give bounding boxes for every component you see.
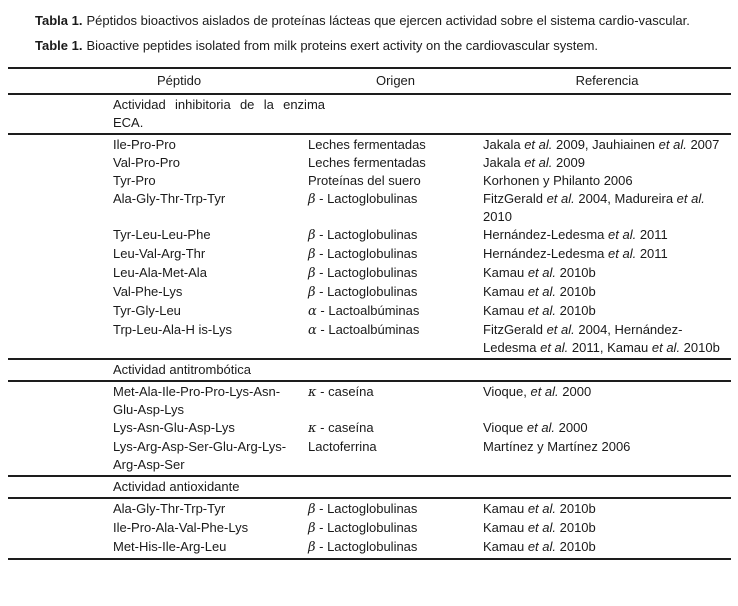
- table-row: [8, 419, 731, 438]
- table-row: [8, 245, 731, 264]
- origin-cell: β - Lactoglobulinas: [308, 501, 418, 517]
- peptide-cell: Val-Phe-Lys: [113, 284, 183, 299]
- caption-spanish-label: Tabla 1.: [35, 13, 83, 28]
- peptide-cell: Met-His-Ile-Arg-Leu: [113, 539, 227, 554]
- section-title-text: Actividad antitrombótica: [113, 362, 252, 377]
- horizontal-rule: [8, 558, 731, 560]
- table-row: [8, 519, 731, 538]
- caption-spanish: [35, 11, 711, 30]
- origin-cell: κ - caseína: [308, 384, 374, 400]
- origin-cell: Lactoferrina: [308, 439, 377, 454]
- origin-cell: β - Lactoglobulinas: [308, 284, 418, 300]
- peptide-cell: Val-Pro-Pro: [113, 155, 180, 170]
- section-title-row: [8, 95, 731, 133]
- column-header-origen: Origen: [375, 73, 416, 88]
- reference-cell: Martínez y Martínez 2006: [483, 439, 631, 454]
- origin-cell: Leches fermentadas: [308, 137, 426, 152]
- section-rows: [8, 135, 731, 358]
- peptide-cell: Leu-Val-Arg-Thr: [113, 246, 206, 261]
- section-rows: [8, 499, 731, 558]
- table-row: [8, 226, 731, 245]
- origin-cell: β - Lactoglobulinas: [308, 191, 418, 207]
- reference-cell: Jakala et al. 2009, Jauhiainen et al. 2007: [483, 137, 720, 152]
- peptide-cell: Tyr-Gly-Leu: [113, 303, 181, 318]
- peptide-cell: Tyr-Leu-Leu-Phe: [113, 227, 211, 242]
- origin-cell: β - Lactoglobulinas: [308, 520, 418, 536]
- reference-cell: Vioque et al. 2000: [483, 420, 588, 435]
- origin-cell: Leches fermentadas: [308, 155, 426, 170]
- caption-english: [35, 36, 711, 55]
- origin-cell: Proteínas del suero: [308, 173, 421, 188]
- column-header-referencia: Referencia: [575, 73, 639, 88]
- peptide-cell: Ile-Pro-Pro: [113, 137, 176, 152]
- peptide-cell: Leu-Ala-Met-Ala: [113, 265, 207, 280]
- peptide-cell: Ala-Gly-Thr-Trp-Tyr: [113, 191, 226, 206]
- origin-cell: α - Lactoalbúminas: [308, 322, 420, 338]
- table-row: [8, 172, 731, 190]
- reference-cell: Jakala et al. 2009: [483, 155, 585, 170]
- origin-cell: β - Lactoglobulinas: [308, 246, 418, 262]
- reference-cell: Kamau et al. 2010b: [483, 265, 596, 280]
- origin-cell: κ - caseína: [308, 420, 374, 436]
- table-header-row: [8, 69, 731, 93]
- reference-cell: Kamau et al. 2010b: [483, 539, 596, 554]
- table-row: [8, 154, 731, 172]
- peptide-cell: Ala-Gly-Thr-Trp-Tyr: [113, 501, 226, 516]
- table-captions: [0, 0, 711, 67]
- reference-cell: Kamau et al. 2010b: [483, 303, 596, 318]
- table-row: [8, 136, 731, 154]
- origin-cell: β - Lactoglobulinas: [308, 539, 418, 555]
- caption-spanish-text: Péptidos bioactivos aislados de proteínas lácteas que ejercen actividad sobre el sistema cardio-vascular.: [86, 13, 690, 28]
- caption-english-label: Table 1.: [35, 38, 83, 53]
- origin-cell: β - Lactoglobulinas: [308, 227, 418, 243]
- column-header-peptido: Péptido: [156, 73, 202, 88]
- table-row: [8, 283, 731, 302]
- origin-cell: α - Lactoalbúminas: [308, 303, 420, 319]
- table-row: [8, 264, 731, 283]
- reference-cell: Kamau et al. 2010b: [483, 520, 596, 535]
- section-title-text: Actividad antioxidante: [113, 479, 240, 494]
- reference-cell: Hernández-Ledesma et al. 2011: [483, 227, 668, 242]
- peptide-cell: Trp-Leu-Ala-H is-Lys: [113, 322, 232, 337]
- table-row: [8, 538, 731, 557]
- section-title-text: Actividad inhibitoria de la enzima ECA.: [113, 97, 325, 130]
- peptides-table: [8, 67, 731, 560]
- reference-cell: Kamau et al. 2010b: [483, 284, 596, 299]
- table-row: [8, 302, 731, 321]
- table-row: [8, 500, 731, 519]
- reference-cell: FitzGerald et al. 2004, Madureira et al. 2010: [483, 191, 705, 224]
- table-row: [8, 438, 731, 474]
- reference-cell: Hernández-Ledesma et al. 2011: [483, 246, 668, 261]
- peptide-cell: Lys-Asn-Glu-Asp-Lys: [113, 420, 235, 435]
- peptide-cell: Met-Ala-Ile-Pro-Pro-Lys-Asn-Glu-Asp-Lys: [113, 384, 281, 417]
- caption-english-text: Bioactive peptides isolated from milk proteins exert activity on the cardiovascular system.: [86, 38, 599, 53]
- table-body: [8, 95, 731, 560]
- table-row: [8, 190, 731, 226]
- origin-cell: β - Lactoglobulinas: [308, 265, 418, 281]
- reference-cell: Kamau et al. 2010b: [483, 501, 596, 516]
- peptide-cell: Tyr-Pro: [113, 173, 156, 188]
- section-rows: [8, 382, 731, 475]
- table-row: [8, 383, 731, 419]
- reference-cell: FitzGerald et al. 2004, Hernández-Ledesma et al. 2011, Kamau et al. 2010b: [483, 322, 720, 355]
- table-row: [8, 321, 731, 357]
- reference-cell: Korhonen y Philanto 2006: [483, 173, 633, 188]
- peptide-cell: Ile-Pro-Ala-Val-Phe-Lys: [113, 520, 249, 535]
- section-title-row: [8, 360, 731, 380]
- reference-cell: Vioque, et al. 2000: [483, 384, 592, 399]
- section-title-row: [8, 477, 731, 497]
- peptide-cell: Lys-Arg-Asp-Ser-Glu-Arg-Lys-Arg-Asp-Ser: [113, 439, 287, 472]
